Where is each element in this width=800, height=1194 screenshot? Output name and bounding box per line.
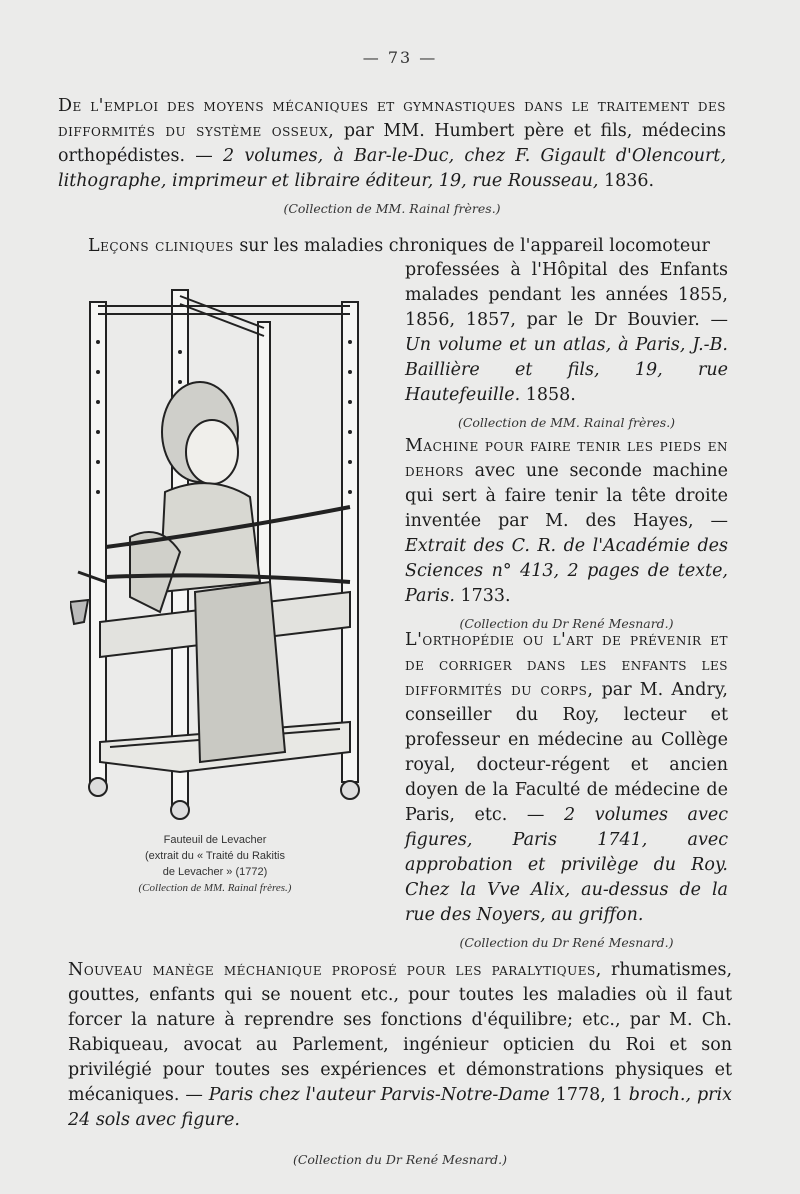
caption-line: de Levacher » (1772): [162, 866, 268, 878]
entry-title: De l'emploi des moyens mécaniques et gymnastiques dans le traitement des difformités du système osseux,: [58, 96, 726, 141]
collection-note: (Collection du Dr René Mesnard.): [459, 935, 674, 950]
entry-text: professées à l'Hôpital des Enfants malades pendant les années 1855, 1856, 1857, par le Dr Bouvier. —: [405, 260, 728, 330]
entry-text: sur les maladies chroniques de l'appareil locomoteur: [233, 236, 710, 256]
entry-text: par MM. Humbert père et fils, médecins orthopédistes. —: [58, 121, 726, 166]
collection-note: (Collection de MM. Rainal frères.): [457, 415, 676, 430]
caption-line: Fauteuil de Levacher: [163, 834, 267, 846]
engraving-image: [70, 282, 370, 822]
entry-rabiqueau: [68, 958, 732, 1172]
page-number: — 73 —: [362, 48, 438, 67]
entry-year: 1858.: [520, 385, 576, 405]
entry-title: L'orthopédie ou l'art de prévenir et de corriger dans les enfants les difformités du corps,: [405, 630, 728, 700]
entry-des-hayes: [405, 434, 728, 636]
figure-caption: [110, 832, 320, 896]
entry-year: 1836.: [598, 171, 655, 191]
entry-andry: [405, 628, 728, 955]
entry-publication: Paris chez l'auteur Parvis-Notre-Dame: [208, 1085, 550, 1105]
collection-note: (Collection du Dr René Mesnard.): [459, 616, 674, 631]
levacher-chair-illustration: [70, 282, 370, 822]
collection-note: (Collection du Dr René Mesnard.): [292, 1152, 508, 1167]
entry-bouvier-heading: [88, 234, 728, 259]
entry-title: Leçons cliniques: [88, 236, 234, 256]
entry-publication: Extrait des C. R. de l'Académie des Sciences n° 413, 2 pages de texte, Paris.: [405, 536, 728, 606]
caption-line: (extrait du « Traité du Rakitis: [144, 850, 285, 862]
entry-bouvier: [405, 258, 728, 435]
entry-year: 1778, 1: [549, 1085, 629, 1105]
entry-title: Machine pour faire tenir les pieds en dehors: [405, 436, 728, 481]
entry-text: avec une seconde machine qui sert à faire tenir la tête droite inventée par M. des Hayes, —: [405, 461, 728, 531]
entry-humbert: [58, 94, 726, 221]
collection-note: (Collection de MM. Rainal frères.): [283, 201, 501, 216]
entry-text: rhumatismes, gouttes, enfants qui se nouent etc., pour toutes les maladies où il faut forcer la nature à reprendre ses fonctions d'équilibre; etc., par M. Ch. Rabiqueau, avocat au Parlement, ingénieur opticien du Roi et son privilégié pour toutes ses expériences et démonstrations physiques et mécaniques. —: [68, 960, 733, 1105]
entry-text: par M. Andry, conseiller du Roy, lecteur et professeur en médecine au Collège royal, docteur-régent et ancien doyen de la Faculté de médecine de Paris, etc. —: [405, 680, 728, 825]
entry-publication: Un volume et un atlas, à Paris, J.-B. Baillière et fils, 19, rue Hautefeuille.: [405, 335, 728, 405]
entry-publication: 2 volumes, à Bar-le-Duc, chez F. Gigault d'Olencourt, lithographe, imprimeur et libraire éditeur, 19, rue Rousseau,: [58, 146, 727, 191]
caption-collection: (Collection de MM. Rainal frères.): [138, 882, 292, 894]
entry-publication: 2 volumes avec figures, Paris 1741, avec approbation et privilège du Roy. Chez la Vve Alix, au-dessus de la rue des Noyers, au griffon.: [405, 805, 728, 925]
entry-price: broch., prix 24 sols avec figure.: [68, 1085, 733, 1130]
entry-year: 1733.: [454, 586, 511, 606]
entry-title: Nouveau manège méchanique proposé pour les paralytiques,: [68, 960, 602, 980]
